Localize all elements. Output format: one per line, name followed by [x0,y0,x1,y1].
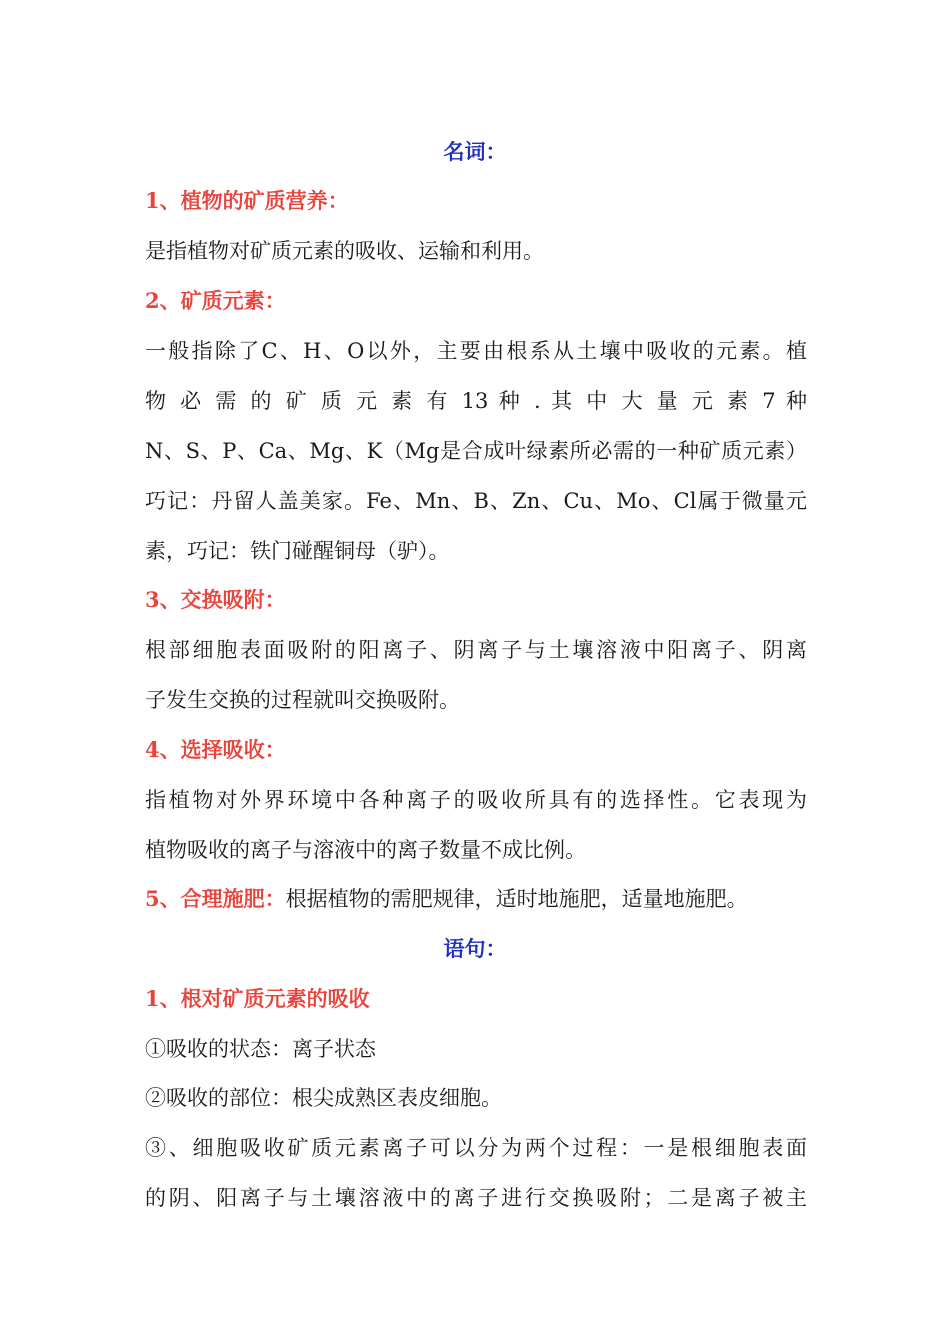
term-body-mineral-elements-line-1: 一般指除了C、H、O以外，主要由根系从土壤中吸收的元素。植 [145,339,807,363]
sentence-line-3: ③、细胞吸收矿质元素离子可以分为两个过程：一是根细胞表面 [145,1136,807,1160]
sentence-line-2: ②吸收的部位：根尖成熟区表皮细胞。 [145,1086,502,1110]
term-heading-exchange-adsorption: 3、交换吸附： [145,587,286,612]
sentence-line-1: ①吸收的状态：离子状态 [145,1037,376,1061]
term-body-mineral-elements-line-4: 巧记：丹留人盖美家。Fe、Mn、B、Zn、Cu、Mo、Cl属于微量元 [145,489,807,513]
term-body-exchange-adsorption-line-1: 根部细胞表面吸附的阳离子、阴离子与土壤溶液中阳离子、阴离 [145,638,807,662]
term-heading-mineral-elements: 2、矿质元素： [145,288,286,313]
sentence-line-4: 的阴、阳离子与土壤溶液中的离子进行交换吸附；二是离子被主 [145,1186,807,1210]
section-title-terms: 名词： [443,139,507,164]
term-heading-mineral-nutrition: 1、植物的矿质营养： [145,188,349,213]
term-rational-fertilization [145,884,807,914]
term-heading-selective-absorption: 4、选择吸收： [145,737,286,762]
term-body-selective-absorption-line-2: 植物吸收的离子与溶液中的离子数量不成比例。 [145,838,586,862]
term-body-selective-absorption-line-1: 指植物对外界环境中各种离子的吸收所具有的选择性。它表现为 [145,788,807,812]
term-body-rational-fertilization: 根据植物的需肥规律，适时地施肥，适量地施肥。 [285,887,748,911]
section-title-sentences: 语句： [443,936,507,961]
term-body-exchange-adsorption-line-2: 子发生交换的过程就叫交换吸附。 [145,688,460,712]
term-heading-rational-fertilization: 5、合理施肥： [145,886,286,911]
term-body-mineral-elements-line-5: 素，巧记：铁门碰醒铜母（驴）。 [145,539,450,563]
sentence-heading-root-absorption: 1、根对矿质元素的吸收 [145,986,370,1011]
term-body-mineral-elements-line-3: N、S、P、Ca、Mg、K（Mg是合成叶绿素所必需的一种矿质元素） [145,439,807,463]
term-body-mineral-nutrition: 是指植物对矿质元素的吸收、运输和利用。 [145,239,544,263]
term-body-mineral-elements-line-2: 物 必 需 的 矿 质 元 素 有 13 种 . 其 中 大 量 元 素 7 种 [145,389,807,413]
